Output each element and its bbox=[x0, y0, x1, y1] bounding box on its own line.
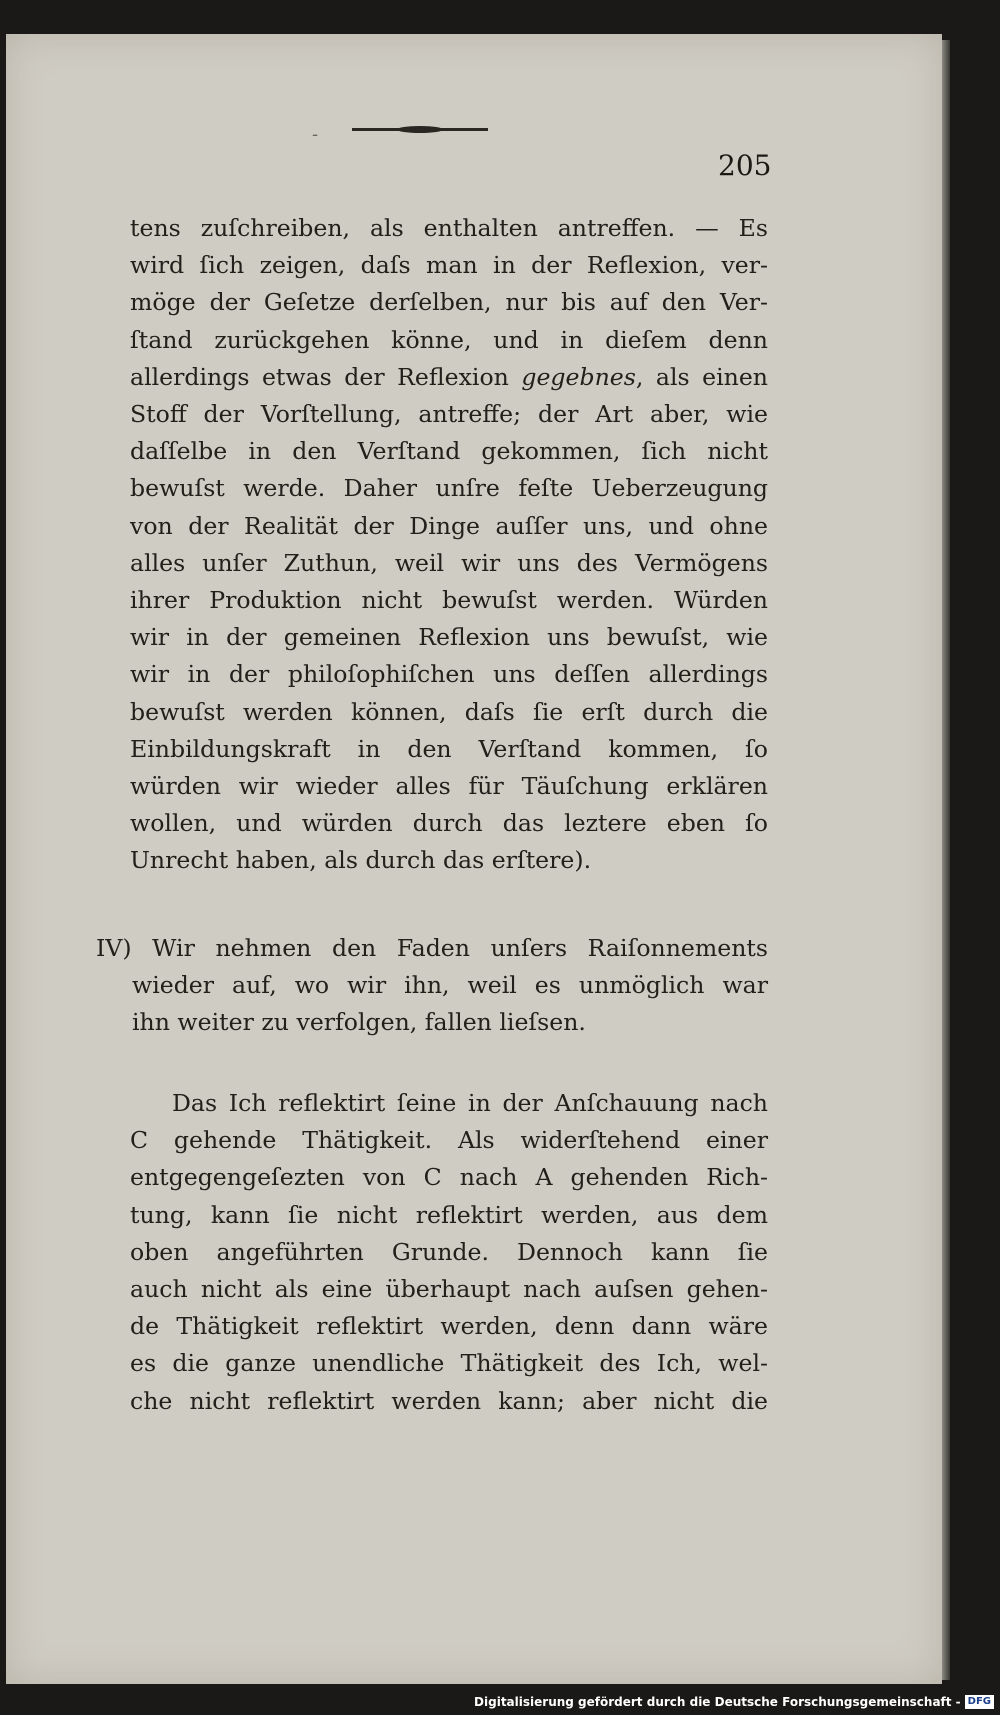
header-ornament-dash: - bbox=[312, 124, 319, 145]
text-line: wir in der gemeinen Reflexion uns bewuſst, wie bbox=[130, 623, 768, 652]
text-line: C gehende Thätigkeit. Als widerſtehend einer bbox=[130, 1126, 768, 1155]
text-line: bewuſst werden können, daſs ſie erſt durch die bbox=[130, 697, 768, 726]
text-line: auch nicht als eine überhaupt nach auſsen gehen- bbox=[130, 1275, 768, 1304]
paragraph-1 bbox=[130, 210, 768, 880]
dfg-logo-icon: DFG bbox=[965, 1695, 994, 1709]
text-line: es die ganze unendliche Thätigkeit des Ich, wel- bbox=[130, 1349, 768, 1378]
text-line: oben angeführten Grunde. Dennoch kann ſie bbox=[130, 1237, 768, 1266]
text-line: Einbildungskraft in den Verſtand kommen, ſo bbox=[130, 734, 768, 763]
paragraph-2 bbox=[96, 930, 768, 1042]
text-line: de Thätigkeit reflektirt werden, denn dann wäre bbox=[130, 1312, 768, 1341]
footer-credit-text: Digitalisierung gefördert durch die Deutsche Forschungsgemeinschaft - bbox=[474, 1695, 961, 1709]
text-line: ihn weiter zu verfolgen, fallen lieſsen. bbox=[132, 1008, 586, 1037]
text-line: bewuſst werde. Daher unſre feſte Ueberzeugung bbox=[130, 474, 768, 503]
text-line: allerdings etwas der Reflexion gegebnes, als einen bbox=[130, 362, 768, 391]
text-line: alles unſer Zuthun, weil wir uns des Vermögens bbox=[130, 548, 768, 577]
text-line: Stoff der Vorſtellung, antreffe; der Art aber, wie bbox=[130, 400, 768, 429]
text-line: tung, kann ſie nicht reflektirt werden, aus dem bbox=[130, 1200, 768, 1229]
text-line: ſtand zurückgehen könne, und in dieſem denn bbox=[130, 325, 768, 354]
text-line: wollen, und würden durch das leztere eben ſo bbox=[130, 809, 768, 838]
text-line: würden wir wieder alles für Täuſchung erklären bbox=[130, 772, 768, 801]
text-line: Unrecht haben, als durch das erſtere). bbox=[130, 846, 592, 875]
text-line: Das Ich reflektirt ſeine in der Anſchauung nach bbox=[172, 1089, 768, 1117]
text-line: entgegengeſezten von C nach A gehenden Rich- bbox=[130, 1163, 768, 1192]
page-number: 205 bbox=[718, 149, 772, 182]
text-line: IV) Wir nehmen den Faden unſers Raiſonnements bbox=[96, 934, 768, 962]
text-line: ihrer Produktion nicht bewuſst werden. Würden bbox=[130, 586, 768, 615]
text-line: tens zuſchreiben, als enthalten antreffen. — Es bbox=[130, 214, 768, 242]
text-line: möge der Geſetze derſelben, nur bis auf den Ver- bbox=[130, 288, 768, 317]
paragraph-3 bbox=[130, 1085, 768, 1420]
text-line: wir in der philoſophiſchen uns deſſen allerdings bbox=[130, 660, 768, 689]
text-line: wird ſich zeigen, daſs man in der Reflexion, ver- bbox=[130, 251, 768, 280]
digitization-footer bbox=[474, 1693, 994, 1711]
header-ornament-rule bbox=[352, 128, 488, 131]
text-line: che nicht reflektirt werden kann; aber nicht die bbox=[130, 1386, 768, 1415]
text-line: von der Realität der Dinge auſſer uns, und ohne bbox=[130, 511, 768, 540]
text-line: wieder auf, wo wir ihn, weil es unmöglich war bbox=[132, 971, 768, 1000]
page-edge bbox=[942, 40, 950, 1680]
text-line: daſſelbe in den Verſtand gekommen, ſich nicht bbox=[130, 437, 768, 466]
